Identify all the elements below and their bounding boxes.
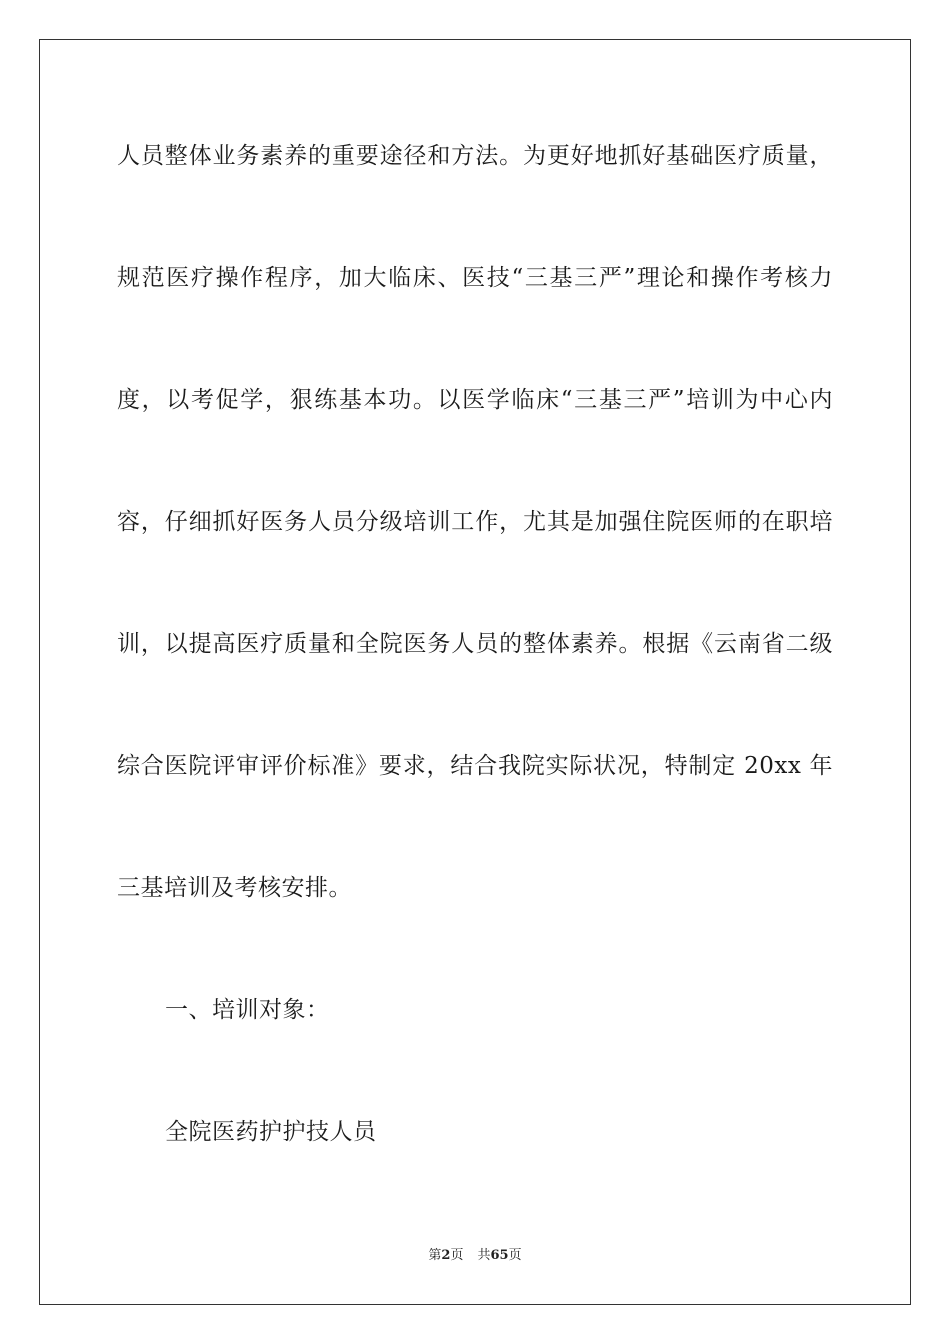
page-frame xyxy=(39,39,911,1305)
body-line-6: 综合医院评审评价标准》要求，结合我院实际状况，特制定 20xx 年 xyxy=(117,753,833,779)
footer-page-suffix: 页 xyxy=(450,1248,464,1263)
footer-total-prefix: 共 xyxy=(477,1248,491,1263)
footer-page-prefix: 第 xyxy=(428,1248,442,1263)
body-line-7: 三基培训及考核安排。 xyxy=(117,875,352,901)
page-footer xyxy=(0,1247,950,1265)
footer-total-suffix: 页 xyxy=(508,1248,522,1263)
section-body: 全院医药护护技人员 xyxy=(165,1119,377,1145)
body-line-2: 规范医疗操作程序，加大临床、医技“三基三严”理论和操作考核力 xyxy=(117,265,833,291)
body-line-4: 容，仔细抓好医务人员分级培训工作，尤其是加强住院医师的在职培 xyxy=(117,509,833,535)
footer-total-pages: 65 xyxy=(490,1248,509,1263)
body-line-5: 训，以提高医疗质量和全院医务人员的整体素养。根据《云南省二级 xyxy=(117,631,833,657)
body-line-1: 人员整体业务素养的重要途径和方法。为更好地抓好基础医疗质量， xyxy=(117,143,833,169)
footer-page-number: 2 xyxy=(441,1248,451,1263)
section-heading: 一、培训对象： xyxy=(165,997,330,1023)
body-line-3: 度，以考促学，狠练基本功。以医学临床“三基三严”培训为中心内 xyxy=(117,387,833,413)
